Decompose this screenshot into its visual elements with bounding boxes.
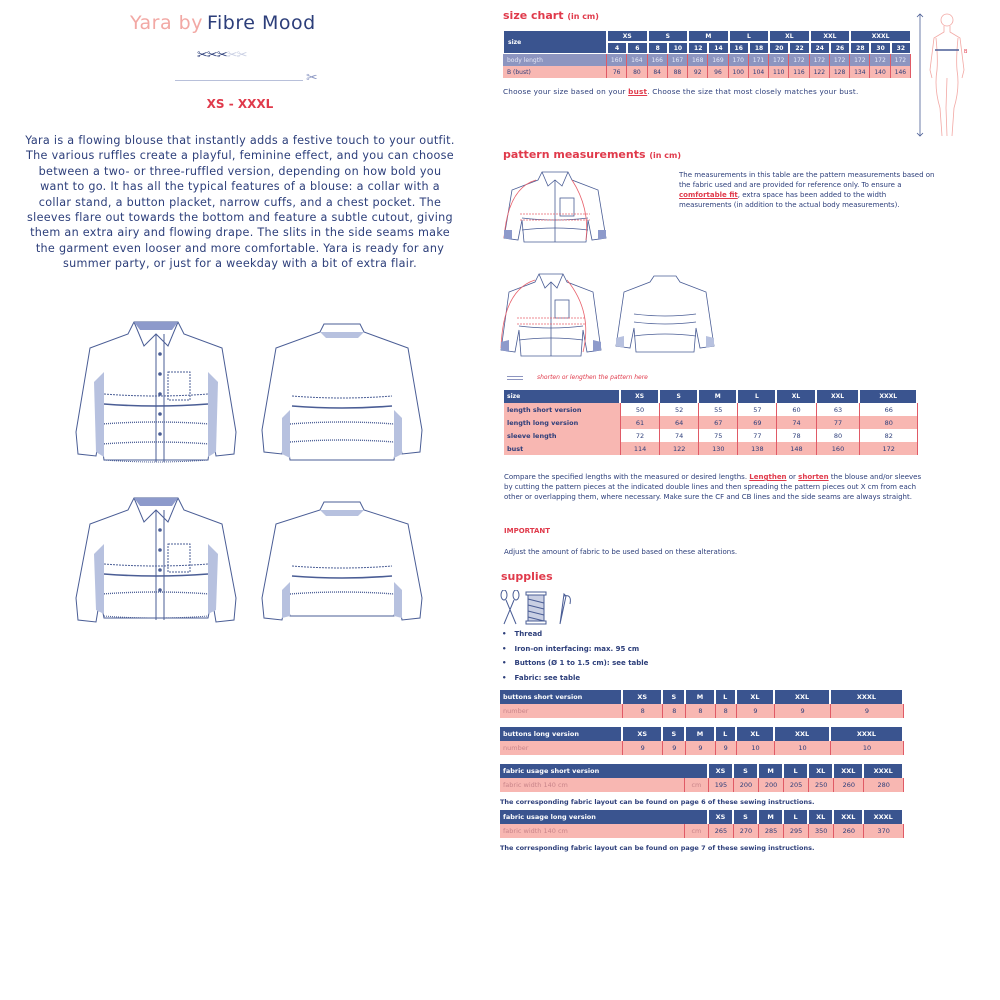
header-row (500, 810, 904, 824)
size-col-header: XS (623, 690, 663, 704)
size-number: 32 (891, 42, 911, 54)
table-cell: 350 (809, 824, 834, 838)
table-cell: 205 (784, 778, 809, 792)
table-cell: 265 (709, 824, 734, 838)
row-label: sleeve length (504, 429, 621, 442)
size-number: 26 (830, 42, 850, 54)
size-col-header: XS (621, 390, 660, 403)
table-cell: 260 (834, 778, 864, 792)
pattern-measurements-note: The measurements in this table are the pattern measurements based on the fabric used and are provided for reference only. To ensure a comfortable fit, extra space has been added to the width measurements (in addition to the actual body measurements). (679, 171, 935, 209)
table-cell: 171 (749, 54, 769, 66)
table-cell: 92 (688, 66, 708, 78)
blouse-back-icon (258, 318, 426, 473)
table-cell: 9 (663, 741, 686, 755)
table-cell: 80 (627, 66, 647, 78)
blouse-back-icon (612, 272, 718, 360)
table-row (500, 778, 904, 792)
size-number: 28 (850, 42, 870, 54)
size-col-header: L (716, 690, 737, 704)
table-row (504, 429, 918, 442)
table-cell: 172 (769, 54, 789, 66)
supply-item: • Thread (502, 630, 648, 645)
size-number: 14 (708, 42, 728, 54)
size-col-l: L (729, 30, 770, 42)
scissors-icon: ✂ (206, 48, 217, 63)
table-cell: 74 (777, 416, 816, 429)
table-cell: 370 (864, 824, 904, 838)
size-col-header: L (784, 810, 809, 824)
size-col-s: S (648, 30, 689, 42)
table-cell: 52 (660, 403, 699, 416)
table-cell: 60 (777, 403, 816, 416)
row-label: body length (503, 54, 607, 66)
double-line-icon (507, 376, 523, 380)
table-cell: 172 (860, 442, 918, 455)
size-number: 30 (870, 42, 890, 54)
size-number: 4 (607, 42, 627, 54)
supplies-icons (500, 590, 580, 626)
fabric-short-table (500, 764, 904, 792)
row-label: B (bust) (503, 66, 607, 78)
scissors-icon: ✂ (306, 70, 318, 86)
shorten-emphasis: shorten (798, 473, 829, 481)
table-cell: 270 (734, 824, 759, 838)
table-cell: 67 (699, 416, 738, 429)
table-cell: 80 (860, 416, 918, 429)
unit-cell: cm (685, 824, 709, 838)
table-cell: 172 (830, 54, 850, 66)
supply-item: • Fabric: see table (502, 674, 648, 689)
table-cell: 128 (830, 66, 850, 78)
header-row (500, 764, 904, 778)
pattern-measurements-title: pattern measurements (in cm) (503, 148, 681, 161)
size-col-header: XXXL (860, 390, 918, 403)
size-header: size (503, 30, 607, 54)
measurement-front-view-large (497, 268, 605, 360)
size-col-header: M (686, 727, 715, 741)
supply-item: • Buttons (Ø 1 to 1.5 cm): see table (502, 659, 648, 674)
table-cell: 9 (737, 704, 775, 718)
pattern-measurements-table (504, 390, 918, 455)
table-cell: 82 (860, 429, 918, 442)
table-cell: 280 (864, 778, 904, 792)
table-cell: 75 (699, 429, 738, 442)
size-col-header: XL (737, 690, 775, 704)
scissors-icon: ✂ (197, 48, 207, 63)
size-header: size (504, 390, 621, 403)
table-cell: 69 (738, 416, 777, 429)
table-row (504, 442, 918, 455)
bust-emphasis: bust (628, 87, 648, 96)
table-cell: 164 (627, 54, 647, 66)
size-col-header: XS (709, 764, 734, 778)
supply-item: • Iron-on interfacing: max. 95 cm (502, 645, 648, 660)
header-row (500, 690, 904, 704)
size-col-xs: XS (607, 30, 648, 42)
table-row (500, 704, 904, 718)
difficulty-rating (197, 48, 247, 63)
scissors-icon (501, 590, 519, 624)
brand-logo (130, 12, 316, 34)
table-cell: 146 (891, 66, 911, 78)
size-col-header: XXL (775, 727, 831, 741)
lengthen-emphasis: Lengthen (749, 473, 787, 481)
size-number: 22 (789, 42, 809, 54)
table-cell: 260 (834, 824, 864, 838)
row-label: number (500, 704, 623, 718)
fabric-long-table (500, 810, 904, 838)
table-cell: 88 (668, 66, 688, 78)
table-cell: 172 (810, 54, 830, 66)
table-cell: 57 (738, 403, 777, 416)
table-cell: 195 (709, 778, 734, 792)
supplies-title: supplies (501, 570, 553, 583)
table-row (500, 741, 904, 755)
row-label: bust (504, 442, 621, 455)
compare-instructions: Compare the specified lengths with the measured or desired lengths. Lengthen or shorten the blouse and/or sleeves by cutting the pattern pieces at the indicated double lines and then spreading the pattern pieces out X cm from each other or overlapping them, where necessary. Make sure the CF and CB lines and the side seams are always straight. (504, 473, 922, 501)
measurement-back-view (612, 272, 718, 360)
row-label: fabric width 140 cm (500, 778, 685, 792)
buttons-short-table (500, 690, 904, 718)
table-cell: 130 (699, 442, 738, 455)
three-ruffle-back-view (258, 318, 426, 473)
two-ruffle-front-view (72, 492, 240, 632)
size-chart-note: Choose your size based on your bust. Choose the size that most closely matches your bust. (503, 87, 859, 96)
table-cell: 104 (749, 66, 769, 78)
table-cell: 8 (663, 704, 686, 718)
size-col-header: XXL (817, 390, 861, 403)
table-cell: 9 (775, 704, 831, 718)
size-col-header: M (686, 690, 715, 704)
important-text: Adjust the amount of fabric to be used based on these alterations. (504, 548, 738, 556)
table-cell: 172 (891, 54, 911, 66)
table-cell: 9 (831, 704, 904, 718)
size-chart-size-row (503, 30, 911, 42)
size-col-header: XL (737, 727, 775, 741)
table-row (500, 824, 904, 838)
blouse-back-icon (258, 498, 426, 628)
comfortable-fit-emphasis: comfortable fit (679, 191, 738, 199)
table-cell: 77 (738, 429, 777, 442)
table-cell: 8 (716, 704, 737, 718)
table-cell: 78 (777, 429, 816, 442)
table-cell: 172 (850, 54, 870, 66)
size-col-header: L (738, 390, 777, 403)
table-cell: 10 (831, 741, 904, 755)
table-cell: 114 (621, 442, 660, 455)
table-cell: 122 (660, 442, 699, 455)
table-title: buttons short version (500, 690, 623, 704)
table-cell: 168 (688, 54, 708, 66)
size-col-xxxl: XXXL (850, 30, 911, 42)
size-col-header: XS (709, 810, 734, 824)
table-cell: 96 (708, 66, 728, 78)
size-col-m: M (688, 30, 729, 42)
size-col-header: XL (809, 810, 834, 824)
blouse-front-icon (72, 492, 240, 632)
size-number: 24 (810, 42, 830, 54)
table-cell: 76 (607, 66, 627, 78)
table-cell: 200 (734, 778, 759, 792)
size-col-header: XL (777, 390, 816, 403)
scissors-faded-icon: ✂ (226, 48, 237, 63)
needle-icon (560, 594, 570, 624)
size-col-header: XXL (834, 810, 864, 824)
row-label: fabric width 140 cm (500, 824, 685, 838)
size-col-header: XS (623, 727, 663, 741)
size-col-header: XXL (834, 764, 864, 778)
body-length-row (503, 54, 911, 66)
table-cell: 84 (648, 66, 668, 78)
table-cell: 170 (729, 54, 749, 66)
table-cell: 295 (784, 824, 809, 838)
size-col-xl: XL (769, 30, 810, 42)
table-cell: 74 (660, 429, 699, 442)
size-range: XS - XXXL (206, 97, 274, 111)
table-cell: 63 (817, 403, 861, 416)
table-cell: 66 (860, 403, 918, 416)
bust-marker: B (964, 49, 968, 55)
table-cell: 140 (870, 66, 890, 78)
size-col-header: L (716, 727, 737, 741)
table-title: buttons long version (500, 727, 623, 741)
table-cell: 160 (607, 54, 627, 66)
size-col-xxl: XXL (810, 30, 851, 42)
table-cell: 122 (810, 66, 830, 78)
table-row (504, 403, 918, 416)
table-cell: 169 (708, 54, 728, 66)
table-cell: 50 (621, 403, 660, 416)
size-col-header: XXXL (831, 690, 904, 704)
buttons-long-table (500, 727, 904, 755)
size-col-header: S (734, 764, 759, 778)
size-chart-table (503, 30, 911, 78)
size-col-header: M (759, 810, 784, 824)
fabric-long-note: The corresponding fabric layout can be found on page 7 of these sewing instructions. (500, 844, 815, 852)
supplies-list (502, 630, 648, 689)
table-cell: 10 (775, 741, 831, 755)
table-cell: 134 (850, 66, 870, 78)
size-col-header: L (784, 764, 809, 778)
size-col-header: XXXL (864, 810, 904, 824)
table-cell: 77 (817, 416, 861, 429)
size-number: 8 (648, 42, 668, 54)
brand-name: Fibre Mood (206, 12, 316, 34)
table-cell: 167 (668, 54, 688, 66)
table-cell: 64 (660, 416, 699, 429)
size-col-header: M (759, 764, 784, 778)
table-row (504, 416, 918, 429)
fabric-short-note: The corresponding fabric layout can be found on page 6 of these sewing instructions. (500, 798, 815, 806)
blouse-measurement-icon (497, 268, 605, 360)
table-cell: 138 (738, 442, 777, 455)
table-cell: 172 (789, 54, 809, 66)
size-number: 18 (749, 42, 769, 54)
table-cell: 160 (817, 442, 861, 455)
table-cell: 250 (809, 778, 834, 792)
three-ruffle-front-view (72, 312, 240, 472)
table-cell: 172 (870, 54, 890, 66)
table-cell: 116 (789, 66, 809, 78)
pm-header-row (504, 390, 918, 403)
table-cell: 200 (759, 778, 784, 792)
body-silhouette-icon (910, 8, 980, 143)
size-chart-title: size chart (in cm) (503, 9, 599, 22)
thread-spool-icon (526, 592, 546, 624)
bust-row (503, 66, 911, 78)
table-cell: 166 (648, 54, 668, 66)
scissors-icon: ✂ (216, 48, 227, 63)
table-title: fabric usage long version (500, 810, 709, 824)
header-row (500, 727, 904, 741)
size-number: 12 (688, 42, 708, 54)
size-col-header: XXXL (831, 727, 904, 741)
body-measurement-figure (910, 8, 980, 143)
table-cell: 61 (621, 416, 660, 429)
table-cell: 285 (759, 824, 784, 838)
table-cell: 55 (699, 403, 738, 416)
size-number: 20 (769, 42, 789, 54)
table-cell: 110 (769, 66, 789, 78)
size-col-header: S (663, 727, 686, 741)
table-cell: 8 (623, 704, 663, 718)
table-cell: 8 (686, 704, 715, 718)
blouse-measurement-icon (500, 168, 610, 246)
pattern-description: Yara is a flowing blouse that instantly adds a festive touch to your outfit. The various ruffles create a playful, feminine effect, and you can choose between a two- or three-ruffled version, depending on how bold you want to go. It has all the typical features of a blouse: a collar with a collar stand, a button placket, narrow cuffs, and a chest pocket. The sleeves flare out towards the bottom and feature a subtle cutout, giving them an extra airy and flowing drape. The slits in the side seams make the garment even looser and more comfortable. Yara is ready for any summer party, or just for a weekday with a bit of extra flair. (25, 134, 455, 271)
two-ruffle-back-view (258, 498, 426, 628)
table-cell: 9 (623, 741, 663, 755)
size-col-header: XXXL (864, 764, 904, 778)
row-label: length short version (504, 403, 621, 416)
table-cell: 100 (729, 66, 749, 78)
size-col-header: S (663, 690, 686, 704)
measurement-front-view (500, 168, 610, 246)
size-col-header: M (699, 390, 738, 403)
table-cell: 9 (716, 741, 737, 755)
shorten-lengthen-legend: shorten or lengthen the pattern here (507, 374, 648, 381)
size-col-header: XL (809, 764, 834, 778)
table-cell: 9 (686, 741, 715, 755)
size-col-header: XXL (775, 690, 831, 704)
size-col-header: S (660, 390, 699, 403)
table-cell: 10 (737, 741, 775, 755)
row-label: length long version (504, 416, 621, 429)
size-number: 16 (729, 42, 749, 54)
blouse-front-icon (72, 312, 240, 472)
row-label: number (500, 741, 623, 755)
table-cell: 80 (817, 429, 861, 442)
table-title: fabric usage short version (500, 764, 709, 778)
pattern-name: Yara by (130, 12, 203, 34)
important-label: IMPORTANT (504, 527, 551, 535)
size-number: 10 (668, 42, 688, 54)
size-number: 6 (627, 42, 647, 54)
scissors-faded-icon: ✂ (236, 48, 247, 63)
unit-cell: cm (685, 778, 709, 792)
table-cell: 72 (621, 429, 660, 442)
table-cell: 148 (777, 442, 816, 455)
cut-line-divider (175, 80, 303, 81)
size-col-header: S (734, 810, 759, 824)
